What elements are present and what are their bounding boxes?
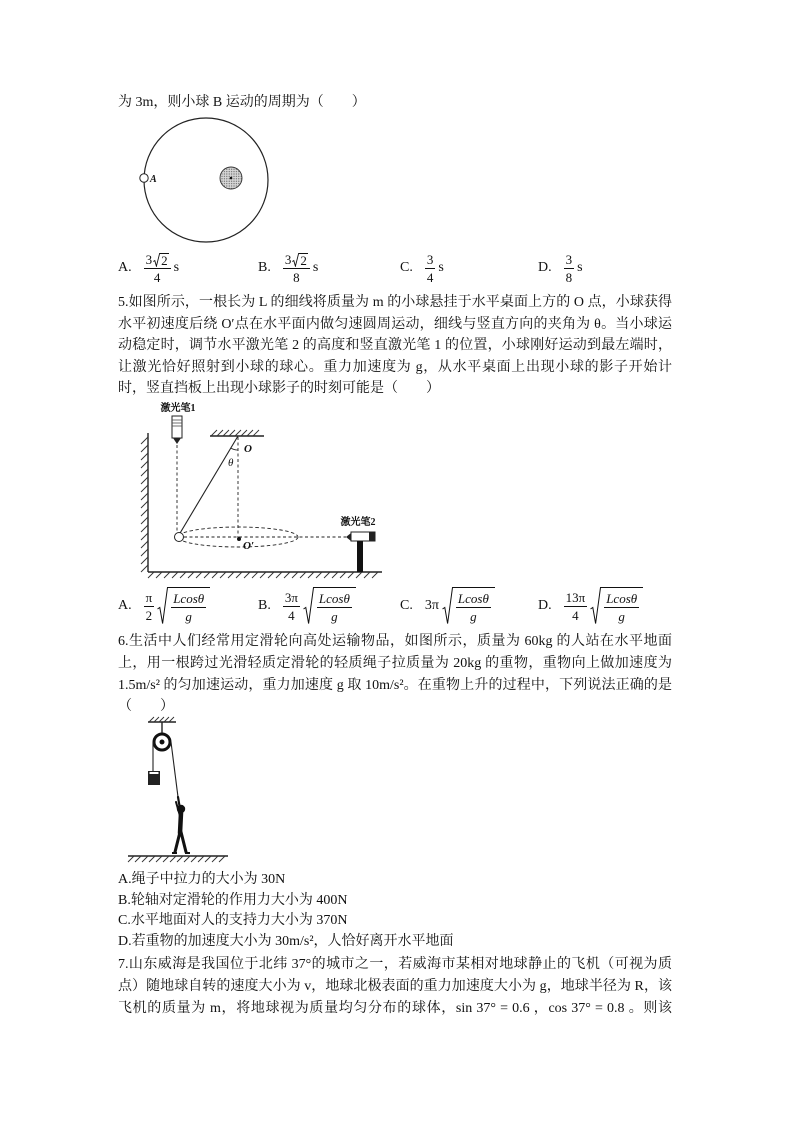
q5-option-c <box>400 586 495 626</box>
unit: s <box>577 260 583 275</box>
center-point <box>237 537 241 541</box>
laser-pen-2-label: 激光笔2 <box>340 517 376 528</box>
radicand: 2 <box>161 252 168 268</box>
radicand-fraction <box>604 591 639 624</box>
ball-a-label: A <box>150 174 157 185</box>
fraction-denominator: g <box>185 609 192 624</box>
radicand <box>168 587 210 625</box>
laser-pen-1-body <box>172 416 182 438</box>
square-root <box>153 253 169 267</box>
fraction <box>564 252 575 285</box>
central-body-center-dot <box>230 177 233 180</box>
numerator-coefficient: 3 <box>284 251 292 267</box>
option-letter: D. <box>538 598 552 613</box>
ball <box>175 533 184 542</box>
option-letter: C. <box>400 260 413 275</box>
laser-pen-1-label: 激光笔1 <box>160 403 196 414</box>
fraction-numerator: 3π <box>284 589 298 605</box>
q6-line: （ ） <box>118 699 174 714</box>
fraction-numerator <box>283 252 310 269</box>
q4-orbit-figure <box>132 112 278 248</box>
q6-option-a: A.绳子中拉力的大小为 30N <box>118 872 286 887</box>
square-root <box>442 587 495 625</box>
string-line <box>180 436 239 534</box>
q6-pulley-figure <box>124 714 234 864</box>
q5-line: 让激光恰好照射到小球的球心。重力加速度为 g，从水平桌面上出现小球的影子开始计 <box>118 360 672 375</box>
person-leg-right <box>181 832 186 852</box>
q7-line: 点）随地球自转的速度大小为 v，地球北极表面的重力加速度大小为 g，地球半径为 R，该 <box>118 979 672 994</box>
weight-highlight <box>150 772 159 774</box>
q5-line: 水平初速度后绕 O′点在水平面内做匀速圆周运动，细线与竖直方向的夹角为 θ。当小球运 <box>118 317 672 332</box>
q4-option-c <box>400 250 444 286</box>
square-root <box>292 253 308 267</box>
coefficient-fraction <box>283 590 300 623</box>
fraction-denominator: g <box>618 609 625 624</box>
fraction <box>144 252 171 285</box>
laser-pen-2-tip <box>346 533 351 541</box>
radicand <box>601 587 643 625</box>
fraction <box>425 252 436 285</box>
laser-pen-1-tip <box>173 438 181 444</box>
q5-line: 动稳定时，调节水平激光笔 2 的高度和竖直激光笔 1 的位置，小球刚好运动到最左端时， <box>118 338 672 353</box>
fraction-numerator: 3 <box>565 251 573 267</box>
pulley-axle <box>160 740 165 745</box>
laser-pen-2-stand <box>357 541 363 572</box>
q6-line: 1.5m/s² 的匀加速运动，重力加速度 g 取 10m/s²。在重物上升的过程中，下列说法正确的是 <box>118 678 672 693</box>
q5-option-a <box>118 586 210 626</box>
unit: s <box>312 260 319 275</box>
square-root <box>303 587 356 625</box>
fraction-numerator <box>144 252 171 269</box>
fraction-denominator: 8 <box>293 269 300 285</box>
q6-line: 6.生活中人们经常用定滑轮向高处运输物品，如图所示，质量为 60kg 的人站在水平地面 <box>118 634 672 649</box>
fraction-denominator: 4 <box>572 607 579 623</box>
option-letter: A. <box>118 260 132 275</box>
radical-sign-icon <box>303 587 314 625</box>
q4-option-d <box>538 250 583 286</box>
angle-arc <box>231 448 238 450</box>
floor-hatching <box>148 572 378 578</box>
q4-stem-tail: 为 3m，则小球 B 运动的周期为（ ） <box>118 95 366 110</box>
q6-option-b: B.轮轴对定滑轮的作用力大小为 400N <box>118 893 348 908</box>
orbit-circle <box>144 118 268 242</box>
option-letter: B. <box>258 598 271 613</box>
center-label: O′ <box>243 540 255 552</box>
q4-option-b <box>258 250 318 286</box>
radicand: 2 <box>300 252 307 268</box>
radicand <box>453 587 495 625</box>
unit: s <box>438 260 444 275</box>
ball-a <box>140 174 148 182</box>
radicand-fraction <box>317 591 352 624</box>
fraction <box>283 252 310 285</box>
option-letter: A. <box>118 598 132 613</box>
fraction-numerator: 13π <box>565 589 586 605</box>
person-leg-left <box>175 832 180 852</box>
coefficient-fraction <box>144 590 155 623</box>
q6-option-d: D.若重物的加速度大小为 30m/s²，人恰好离开水平地面 <box>118 934 454 949</box>
q5-laser-figure <box>136 400 386 582</box>
wall-hatching <box>141 437 148 572</box>
ceiling-hatching <box>211 430 259 436</box>
option-letter: D. <box>538 260 552 275</box>
fraction-denominator: 2 <box>145 607 153 623</box>
laser-pen-2-cap <box>369 532 375 541</box>
pivot-label: O <box>244 443 252 455</box>
radical-sign-icon <box>153 253 160 267</box>
fraction-denominator: 4 <box>426 269 434 285</box>
fraction-numerator: Lcosθ <box>606 591 638 606</box>
radicand <box>314 587 356 625</box>
fraction-numerator: Lcosθ <box>318 591 350 606</box>
q6-line: 上，用一根跨过光滑轻质定滑轮的轻质绳子拉质量为 20kg 的重物，重物向上做加速度为 <box>118 656 672 671</box>
radical-sign-icon <box>590 587 601 625</box>
fraction-numerator: Lcosθ <box>457 591 489 606</box>
q6-option-c: C.水平地面对人的支持力大小为 370N <box>118 913 348 928</box>
radical-sign-icon <box>292 253 299 267</box>
rope-right <box>171 742 178 797</box>
floor-hatching <box>128 856 225 862</box>
option-letter: B. <box>258 260 271 275</box>
q5-line: 5.如图所示，一根长为 L 的细线将质量为 m 的小球悬挂于水平桌面上方的 O 点，小球获得 <box>118 295 672 310</box>
q5-option-d <box>538 586 643 626</box>
q5-option-b <box>258 586 356 626</box>
fraction-denominator: g <box>331 609 338 624</box>
q4-option-a <box>118 250 179 286</box>
radical-sign-icon <box>157 587 168 625</box>
square-root <box>590 587 643 625</box>
radical-sign-icon <box>442 587 453 625</box>
numerator-coefficient: 3 <box>145 251 153 267</box>
radicand-fraction <box>171 591 206 624</box>
fraction-denominator: 4 <box>153 269 161 285</box>
q5-line: 时，竖直挡板上出现小球影子的时刻可能是（ ） <box>118 381 440 396</box>
square-root <box>157 587 210 625</box>
fraction-numerator: 3 <box>426 251 434 267</box>
fraction-denominator: 4 <box>288 607 295 623</box>
coefficient: 3π <box>424 598 439 613</box>
fraction-denominator: 8 <box>565 269 573 285</box>
unit: s <box>173 260 180 275</box>
fraction-numerator: π <box>145 589 153 605</box>
fraction-denominator: g <box>470 609 477 624</box>
q7-line: 7.山东威海是我国位于北纬 37°的城市之一，若威海市某相对地球静止的飞机（可视为质 <box>118 957 672 972</box>
angle-label: θ <box>228 457 234 469</box>
option-letter: C. <box>400 598 413 613</box>
q7-line: 飞机的质量为 m，将地球视为质量均匀分布的球体，sin 37° = 0.6 ，cos 37° = 0.8 。则该 <box>118 1001 672 1016</box>
ceiling-hatching <box>149 717 174 722</box>
coefficient-fraction <box>564 590 588 623</box>
fraction-numerator: Lcosθ <box>173 591 205 606</box>
radicand-fraction <box>456 591 491 624</box>
